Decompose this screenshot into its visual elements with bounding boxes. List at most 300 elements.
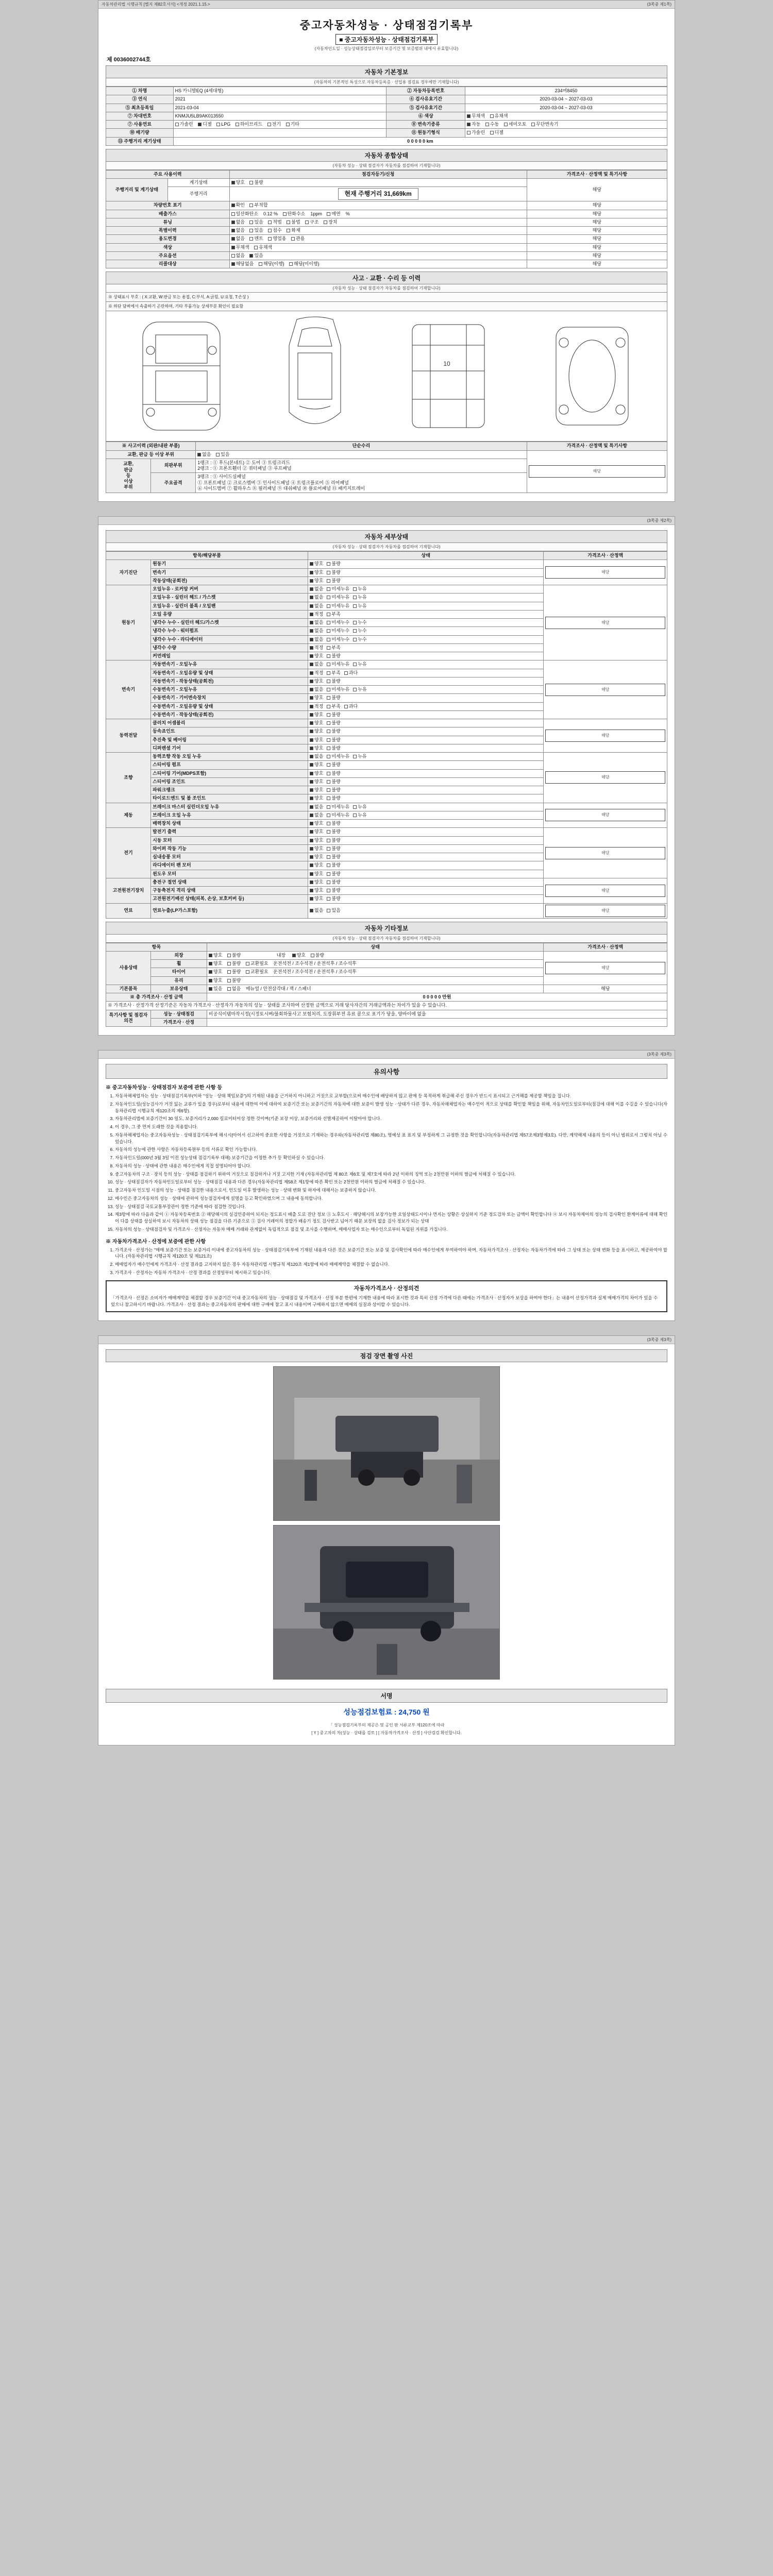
detail-option-불량[interactable]: 불량 [327, 821, 340, 826]
detail-option-양호[interactable]: 양호 [310, 862, 323, 868]
checkbox-icon[interactable] [310, 680, 313, 683]
detail-option-불량[interactable]: 불량 [327, 570, 340, 575]
detail-option-양호[interactable]: 양호 [310, 879, 323, 885]
notice-item: 9. 중고자동차의 구조 · 장치 등의 성능 · 상태를 점검하기 위하여 거짓으로 점검하거나 거짓 고지한 기재 (자동차관리법 제 80조 제6호 및 제7호에 따라 2년 이하의 징역 또는 2천만원 이하의 벌금에 처해질 수 있습니다. [115, 1171, 667, 1178]
tuning-device[interactable]: 장치 [324, 219, 337, 225]
detail-option-양호[interactable]: 양호 [310, 888, 323, 893]
tuning-structure[interactable]: 구조 [305, 219, 318, 225]
checkbox-icon[interactable] [310, 562, 313, 566]
checkbox-icon[interactable] [353, 755, 357, 758]
basic-value-disp [173, 129, 386, 137]
detail-option-부족[interactable]: 부족 [327, 670, 340, 676]
checkbox-icon[interactable] [310, 830, 313, 834]
checkbox-icon[interactable] [327, 738, 330, 742]
detail-option-부족[interactable]: 부족 [327, 704, 340, 709]
checkbox-icon[interactable] [310, 822, 313, 825]
detail-option-불량[interactable]: 불량 [327, 779, 340, 785]
checkbox-icon[interactable] [327, 788, 330, 792]
option-yes[interactable]: 있음 [249, 253, 263, 259]
detail-option-미세누유[interactable]: 미세누유 [327, 586, 349, 592]
basic-label-6: ⑤ 검사유효기간 [386, 104, 465, 112]
detail-group-2: 변속기 [106, 660, 151, 719]
detail-option-적정[interactable]: 적정 [310, 645, 323, 651]
checkbox-icon[interactable] [353, 805, 357, 809]
detail-option-미세누수[interactable]: 미세누수 [327, 620, 349, 625]
checkbox-icon[interactable] [310, 688, 313, 691]
checkbox-icon[interactable] [327, 863, 330, 867]
detail-item-label: 윈도우 모터 [151, 870, 308, 878]
checkbox-icon[interactable] [310, 772, 313, 775]
wheel-bad[interactable]: 불량 [227, 961, 241, 967]
detail-option-누유[interactable]: 누유 [353, 595, 366, 600]
detail-option-누유[interactable]: 누유 [353, 603, 366, 609]
simple-repair-yes[interactable]: 있음 [216, 452, 229, 457]
color-yes[interactable]: 유채색 [254, 245, 272, 250]
detail-option-없음[interactable]: 없음 [310, 637, 323, 642]
table-row [106, 218, 667, 226]
detail-option-양호[interactable]: 양호 [310, 720, 323, 726]
usechange-none[interactable]: 없음 [231, 236, 245, 242]
detail-option-미세누수[interactable]: 미세누수 [327, 628, 349, 634]
special-yes[interactable]: 있음 [249, 228, 263, 233]
checkbox-icon[interactable] [310, 721, 313, 725]
checkbox-icon[interactable] [327, 621, 330, 624]
basic-value-power [465, 129, 667, 137]
checkbox-icon[interactable] [344, 671, 348, 675]
detail-option-부족[interactable]: 부족 [327, 645, 340, 651]
detail-option-과다[interactable]: 과다 [344, 704, 358, 709]
detail-option-없음[interactable]: 없음 [310, 754, 323, 759]
detail-option-미세누유[interactable]: 미세누유 [327, 812, 349, 818]
detail-option-없음[interactable]: 없음 [310, 687, 323, 692]
detail-option-불량[interactable]: 불량 [327, 728, 340, 734]
detail-option-양호[interactable]: 양호 [310, 779, 323, 785]
table-row [106, 137, 667, 145]
detail-option-불량[interactable]: 불량 [327, 787, 340, 793]
detail-option-누유[interactable]: 누유 [353, 804, 366, 810]
tuning-illegal[interactable]: 불법 [287, 219, 300, 225]
checkbox-icon[interactable] [310, 747, 313, 750]
checkbox-icon[interactable] [310, 713, 313, 717]
detail-option-양호[interactable]: 양호 [310, 578, 323, 584]
detail-option-양호[interactable]: 양호 [310, 846, 323, 852]
checkbox-icon[interactable] [327, 839, 330, 842]
checkbox-icon[interactable] [310, 604, 313, 608]
detail-option-양호[interactable]: 양호 [310, 737, 323, 743]
checkbox-icon[interactable] [327, 596, 330, 599]
detail-option-불량[interactable]: 불량 [327, 838, 340, 843]
checkbox-icon[interactable] [327, 613, 330, 616]
detail-option-적정[interactable]: 적정 [310, 670, 323, 676]
others-col-2: 가격조사 · 산정액 [544, 943, 667, 951]
checkbox-icon[interactable] [310, 738, 313, 742]
detail-option-누유[interactable]: 누유 [353, 812, 366, 818]
checkbox-icon[interactable] [353, 621, 357, 624]
checkbox-icon[interactable] [310, 663, 313, 666]
checkbox-icon[interactable] [310, 889, 313, 892]
glass-bad[interactable]: 불량 [227, 978, 241, 984]
checkbox-icon[interactable] [327, 822, 330, 825]
checkbox-icon[interactable] [310, 863, 313, 867]
color-none[interactable]: 무채색 [231, 245, 249, 250]
checkbox-icon[interactable] [327, 909, 330, 912]
checkbox-icon[interactable] [310, 872, 313, 876]
kit-manual[interactable]: 있음 [209, 986, 222, 992]
detail-item-options [308, 744, 544, 752]
detail-option-과다[interactable]: 과다 [344, 670, 358, 676]
checkbox-icon[interactable] [327, 587, 330, 591]
checkbox-icon[interactable] [327, 847, 330, 851]
table-row [106, 201, 667, 210]
detail-option-양호[interactable]: 양호 [310, 896, 323, 902]
others-group-usage: 사용상태 [106, 951, 151, 985]
checkbox-icon[interactable] [353, 587, 357, 591]
detail-option-불량[interactable]: 불량 [327, 846, 340, 852]
checkbox-icon[interactable] [327, 897, 330, 901]
detail-option-불량[interactable]: 불량 [327, 829, 340, 835]
checkbox-icon[interactable] [327, 629, 330, 633]
checkbox-icon[interactable] [327, 638, 330, 641]
checkbox-icon[interactable] [327, 755, 330, 758]
emission-smoke[interactable]: 매연 % [327, 211, 349, 217]
detail-item-label: 작동상태(공회전) [151, 577, 308, 585]
vin-ok[interactable]: 확인 [231, 202, 245, 208]
tuning-none[interactable]: 없음 [231, 219, 245, 225]
table-row [106, 235, 667, 243]
fuel-option-diesel[interactable]: 디젤 [198, 122, 211, 127]
fuel-option-lpg[interactable]: LPG [216, 122, 230, 127]
checkbox-icon[interactable] [344, 705, 348, 708]
checkbox-icon[interactable] [310, 880, 313, 884]
checkbox-icon[interactable] [327, 671, 330, 675]
checkbox-icon[interactable] [310, 788, 313, 792]
recall-done[interactable]: 해당(이행) [259, 261, 284, 267]
tuning-legal[interactable]: 적법 [268, 219, 281, 225]
detail-option-없음[interactable]: 없음 [310, 804, 323, 810]
checkbox-icon[interactable] [310, 587, 313, 591]
detail-option-없음[interactable]: 없음 [310, 908, 323, 913]
overall-col-3: 가격조사 · 산정액 및 특기사항 [527, 170, 667, 178]
checkbox-icon[interactable] [327, 830, 330, 834]
exterior-bad[interactable]: 불량 [227, 953, 241, 958]
detail-option-없음[interactable]: 없음 [310, 595, 323, 600]
checkbox-icon[interactable] [310, 755, 313, 758]
detail-option-미세누유[interactable]: 미세누유 [327, 595, 349, 600]
wheel-ok[interactable]: 양호 [209, 961, 222, 967]
checkbox-icon[interactable] [327, 805, 330, 809]
accident-frame-values [196, 473, 527, 493]
basic-value-color [465, 112, 667, 120]
exterior-ok[interactable]: 양호 [209, 953, 222, 958]
accident-group-label: 교환, 판금 등 이상 부위 [106, 459, 151, 493]
detail-option-누수[interactable]: 누수 [353, 637, 366, 642]
notice-list-3 [115, 1247, 667, 1276]
checkbox-icon[interactable] [310, 646, 313, 650]
interior-ok[interactable]: 양호 [292, 953, 306, 958]
checkbox-icon[interactable] [327, 872, 330, 876]
record-number: 제 0036002744호 [107, 57, 151, 63]
checkbox-icon[interactable] [327, 721, 330, 725]
checkbox-icon[interactable] [327, 654, 330, 658]
detail-option-양호[interactable]: 양호 [310, 653, 323, 659]
checkbox-icon[interactable] [310, 654, 313, 658]
mileage-header-label: ⑬ 주행거리 계기상태 [106, 137, 174, 145]
detail-option-양호[interactable]: 양호 [310, 728, 323, 734]
trans-option-semi[interactable]: 세미오토 [504, 122, 527, 127]
detail-item-options [308, 602, 544, 610]
tire-ok[interactable]: 양호 [209, 969, 222, 975]
checkbox-icon[interactable] [310, 638, 313, 641]
checkbox-icon[interactable] [310, 730, 313, 733]
notice-item: 7. 자동차인도일(000년 3월 3일 이전 성능상태 점검기록부 대해) 보증기간을 이정한 추가 등 확인하실 수 있습니다. [115, 1155, 667, 1161]
checkbox-icon[interactable] [353, 638, 357, 641]
detail-option-양호[interactable]: 양호 [310, 829, 323, 835]
detail-option-없음[interactable]: 없음 [310, 628, 323, 634]
detail-item-label: 동력조향 작동 오일 누유 [151, 753, 308, 761]
detail-option-불량[interactable]: 불량 [327, 896, 340, 902]
detail-option-불량[interactable]: 불량 [327, 862, 340, 868]
special-flood[interactable]: 침수 [268, 228, 281, 233]
detail-option-미세누유[interactable]: 미세누유 [327, 662, 349, 667]
checkbox-icon[interactable] [327, 604, 330, 608]
meter-bad[interactable]: 불량 [249, 180, 263, 185]
checkbox-icon[interactable] [327, 680, 330, 683]
detail-option-불량[interactable]: 불량 [327, 871, 340, 877]
meter-ok[interactable]: 양호 [231, 180, 245, 185]
detail-option-미세누유[interactable]: 미세누유 [327, 804, 349, 810]
special-fire[interactable]: 화재 [287, 228, 300, 233]
checkbox-icon[interactable] [310, 621, 313, 624]
basic-value-3: 2021 [173, 95, 386, 104]
detail-option-불량[interactable]: 불량 [327, 762, 340, 768]
recall-notdone[interactable]: 해당(미이행) [289, 261, 319, 267]
checkbox-icon[interactable] [310, 579, 313, 583]
color-option-chromatic[interactable]: 유채색 [490, 113, 508, 119]
fuel-option-etc[interactable]: 기타 [286, 122, 299, 127]
recall-na[interactable]: 해당없음 [231, 261, 254, 267]
checkbox-icon[interactable] [310, 696, 313, 700]
detail-item-label: 냉각수 누수 - 워터펌프 [151, 627, 308, 635]
checkbox-icon[interactable] [327, 730, 330, 733]
wheel-replace[interactable]: 교환필요 [246, 961, 268, 967]
detail-option-적정[interactable]: 적정 [310, 612, 323, 617]
overall-val-6: 해당 [527, 243, 667, 251]
detail-option-불량[interactable]: 불량 [327, 854, 340, 860]
emission-hc[interactable]: 탄화수소 1ppm [283, 211, 322, 217]
overall-opts-1 [229, 201, 527, 210]
tire-replace[interactable]: 교환필요 [246, 969, 268, 975]
emission-co[interactable]: 일산화탄소 0.12 % [231, 211, 278, 217]
trans-option-manual[interactable]: 수동 [485, 122, 499, 127]
detail-option-양호[interactable]: 양호 [310, 679, 323, 684]
usechange-official[interactable]: 관용 [291, 236, 305, 242]
detail-option-불량[interactable]: 불량 [327, 745, 340, 751]
checkbox-icon[interactable] [353, 604, 357, 608]
detail-option-누유[interactable]: 누유 [353, 662, 366, 667]
detail-option-없음[interactable]: 없음 [310, 620, 323, 625]
detail-item-options [308, 803, 544, 811]
trans-option-cvt[interactable]: 무단변속기 [531, 122, 558, 127]
detail-option-없음[interactable]: 없음 [310, 812, 323, 818]
checkbox-icon[interactable] [310, 855, 313, 859]
checkbox-icon[interactable] [327, 747, 330, 750]
detail-option-불량[interactable]: 불량 [327, 653, 340, 659]
checkbox-icon[interactable] [310, 897, 313, 901]
fuel-option-hybrid[interactable]: 하이브리드 [236, 122, 262, 127]
vin-bad[interactable]: 부적합 [249, 202, 267, 208]
detail-option-불량[interactable]: 불량 [327, 712, 340, 718]
detail-option-불량[interactable]: 불량 [327, 771, 340, 776]
detail-option-없음[interactable]: 없음 [310, 662, 323, 667]
detail-option-미세누유[interactable]: 미세누유 [327, 687, 349, 692]
detail-item-label: 원동기 [151, 560, 308, 568]
checkbox-icon[interactable] [353, 629, 357, 633]
detail-option-적정[interactable]: 적정 [310, 704, 323, 709]
detail-option-양호[interactable]: 양호 [310, 854, 323, 860]
checkbox-icon[interactable] [327, 855, 330, 859]
detail-option-불량[interactable]: 불량 [327, 695, 340, 701]
checkbox-icon[interactable] [327, 814, 330, 817]
checkbox-icon[interactable] [327, 713, 330, 717]
detail-option-누수[interactable]: 누수 [353, 628, 366, 634]
detail-option-미세누수[interactable]: 미세누수 [327, 637, 349, 642]
detail-option-없음[interactable]: 없음 [310, 586, 323, 592]
checkbox-icon[interactable] [327, 763, 330, 767]
usechange-business[interactable]: 영업용 [268, 236, 286, 242]
checkbox-icon[interactable] [327, 780, 330, 784]
color-option-achromatic[interactable]: 무채색 [467, 113, 485, 119]
detail-option-양호[interactable]: 양호 [310, 695, 323, 701]
detail-option-불량[interactable]: 불량 [327, 737, 340, 743]
table-row [106, 560, 667, 568]
checkbox-icon[interactable] [310, 571, 313, 574]
detail-option-양호[interactable]: 양호 [310, 838, 323, 843]
accident-price-note [527, 450, 667, 493]
checkbox-icon[interactable] [310, 909, 313, 912]
checkbox-icon[interactable] [310, 596, 313, 599]
kit-none[interactable]: 없음 [227, 986, 241, 992]
checkbox-icon[interactable] [353, 663, 357, 666]
checkbox-icon[interactable] [327, 796, 330, 800]
detail-group-value-2 [544, 660, 667, 719]
overall-row-label-4: 특별이력 [106, 227, 230, 235]
detail-option-있음[interactable]: 있음 [327, 908, 340, 913]
checkbox-icon[interactable] [327, 562, 330, 566]
checkbox-icon[interactable] [327, 688, 330, 691]
detail-option-없음[interactable]: 없음 [310, 603, 323, 609]
detail-option-양호[interactable]: 양호 [310, 795, 323, 801]
detail-option-양호[interactable]: 양호 [310, 570, 323, 575]
detail-col-2: 상태 [308, 552, 544, 560]
checkbox-icon[interactable] [327, 696, 330, 700]
detail-option-누수[interactable]: 누수 [353, 620, 366, 625]
checkbox-icon[interactable] [310, 839, 313, 842]
special-none[interactable]: 없음 [231, 228, 245, 233]
detail-option-불량[interactable]: 불량 [327, 679, 340, 684]
detail-option-미세누유[interactable]: 미세누유 [327, 603, 349, 609]
detail-option-불량[interactable]: 불량 [327, 720, 340, 726]
detail-option-양호[interactable]: 양호 [310, 771, 323, 776]
checkbox-icon[interactable] [310, 780, 313, 784]
detail-option-양호[interactable]: 양호 [310, 745, 323, 751]
checkbox-icon[interactable] [327, 705, 330, 708]
glass-ok[interactable]: 양호 [209, 978, 222, 984]
detail-option-불량[interactable]: 불량 [327, 578, 340, 584]
checkbox-icon[interactable] [310, 705, 313, 708]
detail-option-누유[interactable]: 누유 [353, 687, 366, 692]
total-price-note: ※ 가격조사 · 산정가격 산정기준은 자동차 가격조사 · 산정자가 자동차의 성능 · 상태를 조사하여 산정한 금액으로 거래 당사자간의 거래금액과는 차이가 있을 수 있습니다. [106, 1002, 667, 1010]
fuel-option-gasoline[interactable]: 가솔린 [175, 122, 193, 127]
detail-option-양호[interactable]: 양호 [310, 762, 323, 768]
detail-group-value-5 [544, 803, 667, 828]
checkbox-icon[interactable] [327, 571, 330, 574]
usechange-rental[interactable]: 렌트 [249, 236, 263, 242]
others-opts-kit [207, 985, 544, 993]
detail-col-1: 항목/해당부품 [106, 552, 308, 560]
checkbox-icon[interactable] [310, 847, 313, 851]
checkbox-icon[interactable] [327, 772, 330, 775]
checkbox-icon[interactable] [327, 880, 330, 884]
checkbox-icon[interactable] [353, 814, 357, 817]
page-3-topbar [98, 1050, 675, 1059]
detail-item-label: 오일누유 - 실린더 헤드 / 가스켓 [151, 594, 308, 602]
detail-option-부족[interactable]: 부족 [327, 612, 340, 617]
checkbox-icon[interactable] [327, 889, 330, 892]
fuel-option-electric[interactable]: 전기 [267, 122, 281, 127]
detail-option-불량[interactable]: 불량 [327, 795, 340, 801]
power-option-b[interactable]: 디젤 [490, 130, 503, 135]
detail-option-미세누유[interactable]: 미세누유 [327, 754, 349, 759]
detail-item-label: 냉각수 누수 - 실린더 헤드/가스켓 [151, 619, 308, 627]
table-row [106, 1010, 667, 1018]
detail-item-label: 등속죠인트 [151, 727, 308, 736]
checkbox-icon[interactable] [327, 663, 330, 666]
power-option-a[interactable]: 가솔린 [467, 130, 485, 135]
detail-option-양호[interactable]: 양호 [310, 787, 323, 793]
checkbox-icon[interactable] [327, 646, 330, 650]
detail-option-양호[interactable]: 양호 [310, 561, 323, 567]
checkbox-icon[interactable] [310, 814, 313, 817]
detail-option-불량[interactable]: 불량 [327, 561, 340, 567]
checkbox-icon[interactable] [310, 796, 313, 800]
trans-option-auto[interactable]: 자동 [467, 122, 480, 127]
checkbox-icon[interactable] [310, 805, 313, 809]
checkbox-icon[interactable] [310, 629, 313, 633]
checkbox-icon[interactable] [327, 579, 330, 583]
checkbox-icon[interactable] [310, 613, 313, 616]
detail-option-불량[interactable]: 불량 [327, 879, 340, 885]
interior-bad[interactable]: 불량 [311, 953, 324, 958]
simple-repair-none[interactable]: 없음 [197, 452, 211, 457]
others-label-kit: 보유상태 [151, 985, 207, 993]
checkbox-icon[interactable] [310, 763, 313, 767]
checkbox-icon[interactable] [353, 596, 357, 599]
detail-item-options [308, 777, 544, 786]
checkbox-icon[interactable] [310, 671, 313, 675]
tire-bad[interactable]: 불량 [227, 969, 241, 975]
detail-group-value-0 [544, 560, 667, 585]
tuning-yes[interactable]: 있음 [249, 219, 263, 225]
detail-option-양호[interactable]: 양호 [310, 712, 323, 718]
detail-item-options [308, 694, 544, 702]
checkbox-icon[interactable] [353, 688, 357, 691]
detail-option-누유[interactable]: 누유 [353, 754, 366, 759]
detail-option-양호[interactable]: 양호 [310, 871, 323, 877]
detail-option-불량[interactable]: 불량 [327, 888, 340, 893]
option-none[interactable]: 없음 [231, 253, 245, 259]
detail-option-누유[interactable]: 누유 [353, 586, 366, 592]
detail-option-양호[interactable]: 양호 [310, 821, 323, 826]
